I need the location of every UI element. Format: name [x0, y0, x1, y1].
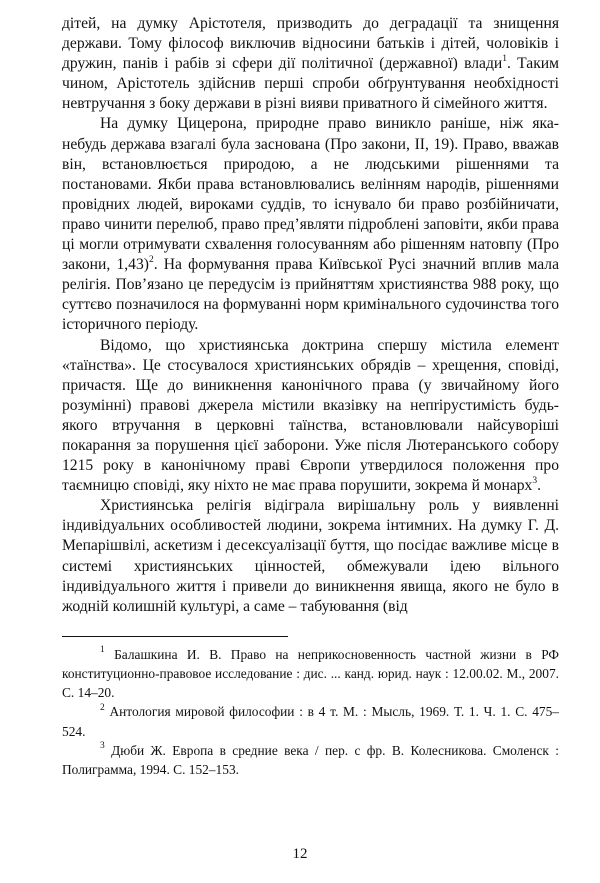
footnote-text: Балашкина И. В. Право на неприкосновенность частной жизни в РФ конституционно-правовое исследование : дис. ... канд. юрид. наук : 12.00.02. М., 2007. С. 14–20. [62, 646, 559, 701]
footnote [62, 741, 559, 779]
footnote [62, 645, 559, 703]
footnote [62, 702, 559, 740]
page-number: 12 [292, 846, 308, 862]
paragraph-text: дітей, на думку Арістотеля, призводить до деградації та знищення держави. Тому філософ виключив відносини батьків і дітей, чоловіків і дружин, панів і рабів зі сфери дії політичної (державної) влади [62, 15, 559, 73]
paragraph-text: . [537, 477, 541, 495]
footnote-mark: 1 [100, 645, 105, 656]
body-paragraph [62, 114, 559, 335]
body-paragraph [62, 336, 559, 497]
footnote-mark: 2 [100, 702, 105, 713]
body-paragraph [62, 14, 559, 114]
paragraph-text: Християнська релігія відіграла вирішальну роль у виявленні індивідуальних особливостей людини, зокрема інтимних. На думку Г. Д. Мепарішвілі, аскетизм і десексуалізації буття, що посідає важливе місце в системі християнських цінностей, обмежували ідею вільного індивідуального життя і привели до виникнення явища, якого не було в жодній колишній культурі, а саме – табуювання (від [62, 497, 559, 615]
page-content [62, 14, 559, 779]
paragraph-text: На думку Цицерона, природне право виникло раніше, ніж яка-небудь держава взагалі була заснована (Про закони, ІІ, 19). Право, вважав він, встановлюється природою, а не людськими рішеннями та постановами. Якби права встановлювались велінням народів, рішеннями провідних людей, вироками суддів, то існувало би право розбійничати, право чинити перелюб, право пред’являти підроблені заповіти, якби права ці могли отримувати схвалення голосуванням або рішенням натовпу (Про закони, 1,43) [62, 115, 559, 274]
paragraph-text: . На формування права Київської Русі значний вплив мала релігія. Пов’язано це передусім із прийняттям християнства 988 року, що суттєво позначилося на формуванні норм кримінального судочинства того історичного періоду. [62, 256, 559, 334]
footnote-text: Антология мировой философии : в 4 т. М. : Мысль, 1969. Т. 1. Ч. 1. С. 475–524. [62, 704, 559, 739]
footnote-reference: 2 [148, 254, 154, 265]
paragraph-text: . Таким чином, Арістотель здійснив перші спроби обґрунтування необхідності невтручання з боку держави в різні вияви приватного й сімейного життя. [62, 55, 559, 113]
footnote-reference: 3 [532, 475, 538, 486]
footnote-mark: 3 [100, 741, 105, 752]
body-paragraph [62, 496, 559, 617]
footnote-separator [62, 636, 288, 637]
footnote-reference: 1 [502, 54, 507, 64]
body-text [62, 14, 559, 617]
footnote-text: Дюби Ж. Европа в средние века / пер. с фр. В. Колесникова. Смоленск : Полиграмма, 1994. С. 152–153. [62, 742, 559, 778]
paragraph-text: Відомо, що християнська доктрина спершу містила елемент «таїнства». Це стосувалося християнських обрядів – хрещення, сповіді, причастя. Ще до виникнення канонічного права (у звичайному його розумінні) правові джерела містили вказівку на непripустимість будь-якого втручання в церковні таїнства, встановлювали найсуворіші покарання за порушення цієї заборони. Уже після Лютеранського собору 1215 року в канонічному праві Європи утвердилося положення про таємницю сповіді, яку ніхто не має права порушити, зокрема й монарх [62, 336, 559, 495]
footnotes [62, 645, 559, 779]
